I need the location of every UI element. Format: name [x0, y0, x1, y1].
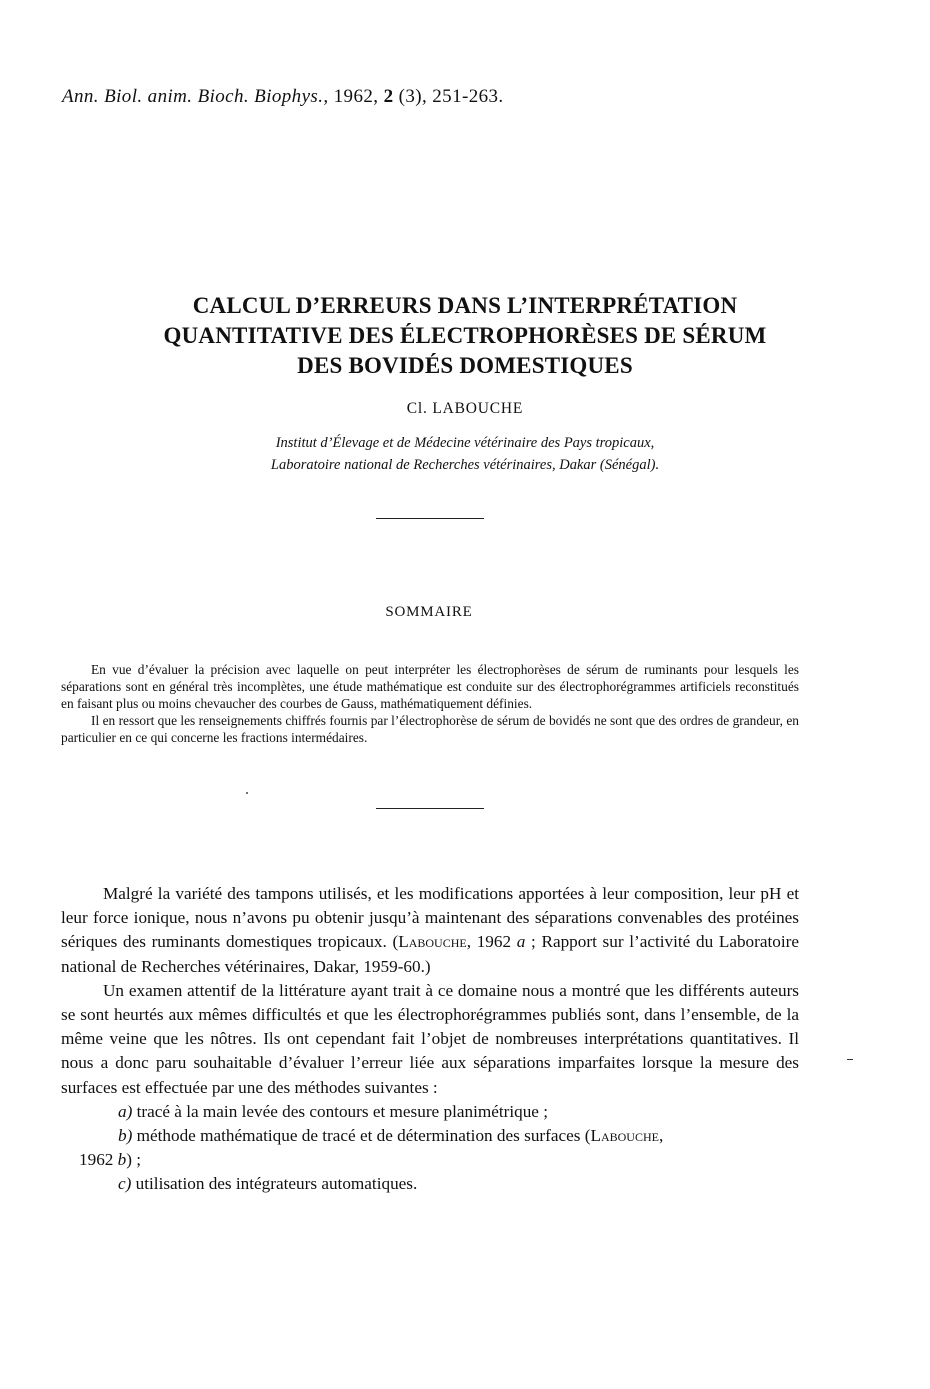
- list-item-a: [61, 1100, 799, 1124]
- title-line-2: QUANTITATIVE DES ÉLECTROPHORÈSES DE SÉRUM: [163, 323, 767, 348]
- item-b-text: méthode mathématique de tracé et de détermination des surfaces (: [136, 1126, 591, 1146]
- margin-mark: [847, 1059, 853, 1060]
- body-p1-ref: Labouche: [398, 932, 467, 952]
- item-a-letter: a): [118, 1101, 133, 1121]
- abstract-paragraph-1: En vue d’évaluer la précision avec laquelle on peut interpréter les électrophorèses de sérum de ruminants pour lesquels les séparations sont en général très incomplètes, une étude mathématique est conduite sur des électrophorégrammes artificiels reconstitués en faisant plus ou moins chevaucher des courbes de Gauss, mathématiquement définies.: [61, 662, 799, 711]
- article-title: [40, 291, 890, 381]
- body-paragraph-1: [61, 882, 799, 979]
- body-p1-part-d: ; Rapport sur l’activité du Laboratoire national de Recherches vétérinaires, Dakar, 1959-60.): [61, 932, 799, 976]
- stray-dot: [246, 792, 248, 794]
- abstract-paragraph-2: Il en ressort que les renseignements chiffrés fournis par l’électrophorèse de sérum de bovidés ne sont que des ordres de grandeur, en particulier en ce qui concerne les fractions intermédaires.: [61, 713, 799, 745]
- title-line-1: CALCUL D’ERREURS DANS L’INTERPRÉTATION: [192, 293, 738, 318]
- abstract: [61, 661, 799, 746]
- item-a-text: tracé à la main levée des contours et mesure planimétrique ;: [136, 1101, 549, 1121]
- item-b-cont-c: ) ;: [126, 1150, 142, 1170]
- list-item-c: [61, 1172, 799, 1196]
- body-paragraph-2: Un examen attentif de la littérature ayant trait à ce domaine nous a montré que les différents auteurs se sont heurtés aux mêmes difficultés et que les électrophorégrammes publiés sont, dans l’ensemble, de la même veine que les nôtres. Ils ont cependant fait l’objet de nombreuses interprétations quantitatives. Il nous a donc paru souhaitable d’évaluer l’erreur liée aux séparations imparfaites lorsque la mesure des surfaces est effectuée par une des méthodes suivantes :: [61, 980, 799, 1097]
- affiliation: [0, 432, 930, 476]
- author-name: Cl. LABOUCHE: [406, 400, 524, 417]
- affiliation-line-2: Laboratoire national de Recherches vétérinaires, Dakar (Sénégal).: [270, 457, 660, 473]
- body-p1-part-c: a: [516, 932, 526, 952]
- body-p1-part-a: Malgré la variété des tampons utilisés, et les modifications apportées à leur composition, leur pH et leur force ionique, nous n’avons pu obtenir jusqu’à maintenant des séparations convenables des protéines sériques des ruminants domestiques tropicaux. (: [61, 884, 799, 952]
- list-item-b-continuation: [61, 1148, 799, 1172]
- separator-rule-bottom: [376, 808, 484, 809]
- journal-issue-pages: (3), 251-263.: [398, 86, 504, 107]
- item-b-letter: b): [118, 1126, 133, 1146]
- item-b-ref: Labouche: [590, 1126, 659, 1146]
- item-b-cont-a: 1962: [79, 1150, 118, 1170]
- journal-name: Ann. Biol. anim. Bioch. Biophys.,: [62, 86, 329, 107]
- item-c-letter: c): [118, 1174, 132, 1194]
- item-c-text: utilisation des intégrateurs automatiques.: [135, 1174, 418, 1194]
- title-line-3: DES BOVIDÉS DOMESTIQUES: [297, 353, 633, 378]
- body-p1-part-b: , 1962: [466, 932, 517, 952]
- separator-rule-top: [376, 518, 484, 519]
- list-item-b: [61, 1124, 799, 1148]
- sommaire-heading: SOMMAIRE: [385, 604, 473, 620]
- journal-citation: [62, 86, 504, 108]
- journal-year: 1962,: [333, 86, 379, 107]
- affiliation-line-1: Institut d’Élevage et de Médecine vétérinaire des Pays tropicaux,: [275, 435, 655, 451]
- item-b-end: ,: [658, 1126, 664, 1146]
- item-b-cont-b: b: [117, 1150, 127, 1170]
- journal-volume: 2: [383, 86, 394, 107]
- body-text: [61, 882, 799, 1197]
